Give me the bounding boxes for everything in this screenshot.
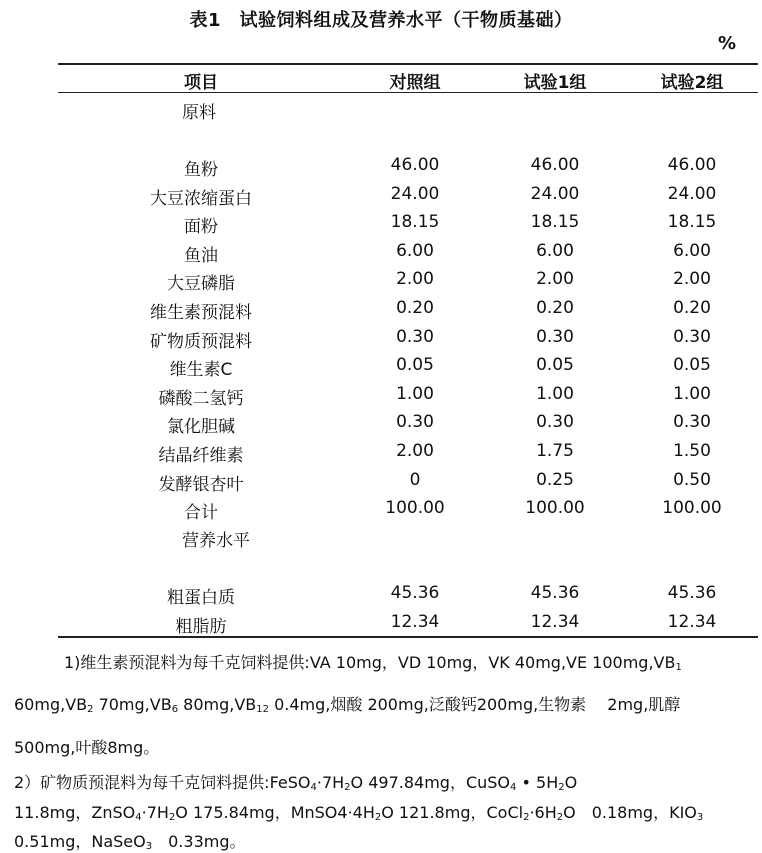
row-value-cell: 18.15 (667, 212, 717, 233)
row-value-cell: 24.00 (390, 183, 440, 204)
row-value-cell: 0.30 (536, 412, 574, 433)
row-item-label: 粗蛋白质 (167, 588, 235, 608)
row-item-label: 大豆磷脂 (167, 274, 235, 295)
row-value-cell: 1.75 (536, 441, 574, 461)
row-value-cell: 0.30 (673, 412, 711, 433)
row-item-label: 大豆浓缩蛋白 (150, 188, 252, 209)
row-item-label: 氯化胆碱 (167, 417, 235, 438)
row-item-label: 合计 (184, 503, 218, 524)
row-value-cell: 0.20 (396, 298, 434, 318)
row-item-label: 维生素C (169, 360, 233, 381)
row-value-cell: 1.50 (673, 441, 711, 461)
row-item-label: 粗脂肪 (175, 616, 227, 637)
section-label: 营养水平 (182, 531, 250, 551)
row-item-label: 磷酸二氢钙 (158, 388, 244, 409)
footnote-1-line-3: 500mg,叶酸8mg。 (14, 738, 160, 757)
row-item-label: 鱼粉 (184, 160, 218, 180)
row-value-cell: 46.00 (390, 155, 440, 175)
row-value-cell: 46.00 (667, 155, 717, 175)
row-value-cell: 46.00 (530, 155, 580, 175)
row-value-cell: 45.36 (390, 583, 440, 603)
row-value-cell: 0.20 (536, 298, 574, 318)
row-value-cell: 12.34 (667, 611, 717, 632)
row-item-label: 鱼油 (184, 245, 218, 266)
footnote-1-line-1: 1)维生素预混料为每千克饲料提供:VA 10mg，VD 10mg，VK 40mg,VE $100mg,VB_1$ (64, 653, 682, 673)
footnote-1-line-2: $60mg,VB_2$ $70mg,VB_6$ $80mg,VB_{12}$ 0.4mg,烟酸 200mg,泛酸钙200mg,生物素 2mg,肌醇 (14, 695, 681, 715)
row-value-cell: 18.15 (530, 212, 580, 233)
footnote-2-line-2: 11.8mg，$ZnSO_4\cdot 7H_2O$ 175.84mg，$MnSO4\cdot 4H_2O$ 121.8mg，$CoCl_2\cdot 6H_2O$ 0.18mg，$KIO_3$ (14, 803, 704, 823)
row-value-cell: 12.34 (390, 611, 440, 632)
row-value-cell: 45.36 (530, 583, 580, 603)
row-value-cell: 100.00 (385, 498, 445, 519)
row-value-cell: 0.05 (396, 355, 434, 376)
row-value-cell: 24.00 (530, 183, 580, 204)
row-item-label: 结晶纤维素 (158, 446, 244, 466)
row-value-cell: 2.00 (396, 441, 434, 461)
unit-label: % (718, 33, 737, 54)
row-value-cell: 1.00 (396, 383, 434, 404)
row-value-cell: 6.00 (673, 240, 711, 261)
row-value-cell: 0.30 (673, 326, 711, 347)
row-value-cell: 45.36 (667, 583, 717, 603)
row-item-label: 矿物质预混料 (150, 331, 252, 352)
row-value-cell: 0.25 (536, 469, 574, 490)
row-value-cell: 2.00 (536, 269, 574, 290)
row-value-cell: 2.00 (396, 269, 434, 290)
row-value-cell: 1.00 (536, 383, 574, 404)
row-value-cell: 0 (409, 469, 421, 490)
row-value-cell: 18.15 (390, 212, 440, 233)
footnote-2-line-3: 0.51mg，NaSeO$_3$ 0.33mg。 (14, 832, 246, 852)
row-value-cell: 6.00 (536, 240, 574, 261)
row-value-cell: 1.00 (673, 383, 711, 404)
footnote-2-line-1: 2）矿物质预混料为每千克饲料提供$:FeSO_4\cdot 7H_2O$ 497.84mg，CuSO$_4$ • $5H_2O$ (14, 773, 578, 793)
row-value-cell: 6.00 (396, 240, 434, 261)
row-value-cell: 2.00 (673, 269, 711, 290)
row-item-label: 维生素预混料 (150, 303, 252, 323)
row-value-cell: 100.00 (662, 498, 722, 519)
table-top-rule (58, 63, 758, 65)
row-value-cell: 0.05 (673, 355, 711, 376)
row-value-cell: 12.34 (530, 611, 580, 632)
header-trial1: 试验1组 (523, 73, 587, 93)
row-item-label: 发酵银杏叶 (158, 474, 244, 495)
row-value-cell: 0.20 (673, 298, 711, 318)
table-title: 表1 试验饲料组成及营养水平（干物质基础） (189, 10, 573, 31)
section-label: 原料 (182, 103, 216, 123)
row-value-cell: 0.50 (673, 469, 711, 490)
header-trial2: 试验2组 (660, 73, 724, 93)
header-item: 项目 (184, 73, 218, 93)
row-value-cell: 100.00 (525, 498, 585, 519)
header-control: 对照组 (389, 73, 441, 93)
row-value-cell: 0.30 (396, 326, 434, 347)
row-value-cell: 24.00 (667, 183, 717, 204)
row-value-cell: 0.30 (396, 412, 434, 433)
row-value-cell: 0.05 (536, 355, 574, 376)
row-value-cell: 0.30 (536, 326, 574, 347)
row-item-label: 面粉 (184, 217, 218, 238)
